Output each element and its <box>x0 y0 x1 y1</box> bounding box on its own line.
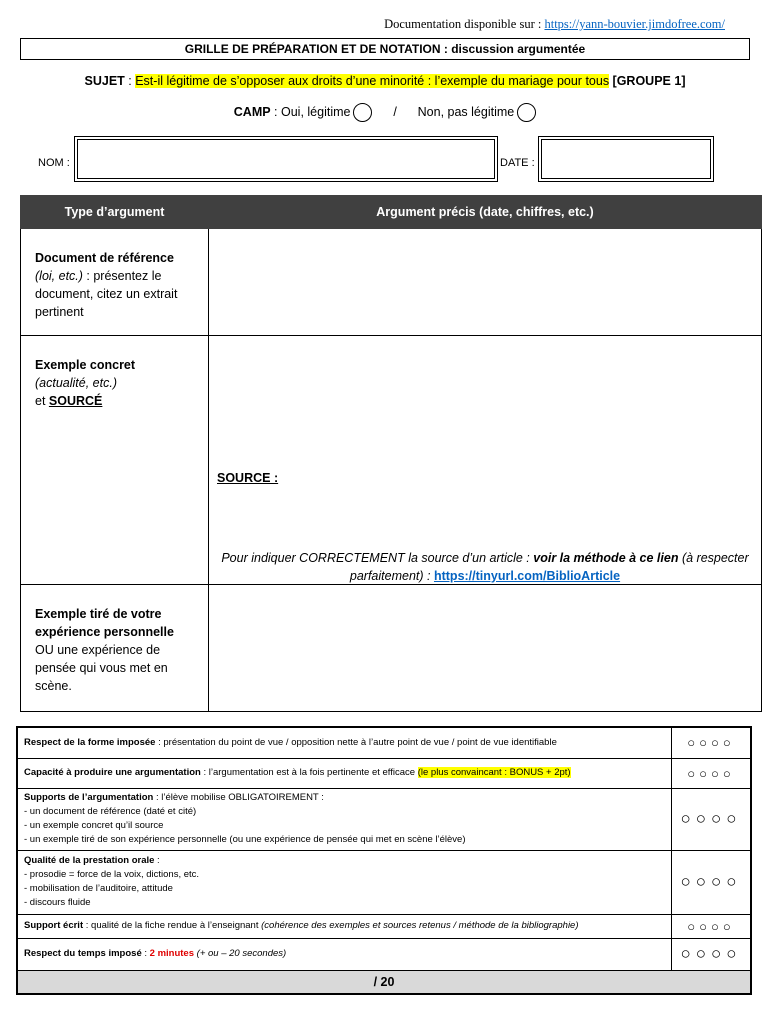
grade-dots[interactable]: ○○○○ <box>672 727 752 758</box>
grade-line: - discours fluide <box>24 897 91 908</box>
grade-dots[interactable]: ○○○○ <box>672 788 752 850</box>
nom-field[interactable] <box>77 139 495 179</box>
grade-line: - prosodie = force de la voix, dictions, etc. <box>24 869 200 880</box>
method-link[interactable]: https://tinyurl.com/BiblioArticle <box>433 569 621 583</box>
table-row-experience <box>21 585 762 712</box>
row-example-input[interactable] <box>209 336 762 585</box>
subject-group: [GROUPE 1] <box>609 74 686 88</box>
row-document-italic: (loi, etc.) <box>35 269 83 283</box>
table-row-document <box>21 229 762 336</box>
grade-text: : l’élève mobilise OBLIGATOIREMENT : <box>153 792 324 803</box>
grade-time: 2 minutes <box>149 948 195 959</box>
subject-sep: : <box>124 74 136 88</box>
row-document-label <box>21 229 209 336</box>
grading-table <box>16 726 752 995</box>
row-document-rest: : présentez le document, citez un extrait pertinent <box>35 269 178 319</box>
row-example-italic: (actualité, etc.) <box>35 376 117 390</box>
grade-line: - un exemple tiré de son expérience personnelle (ou une expérience de pensée qui met en scène l’élève) <box>24 834 466 845</box>
header-argument: Argument précis (date, chiffres, etc.) <box>209 196 762 229</box>
grade-row-oral <box>17 850 751 914</box>
argument-table-header <box>21 196 762 229</box>
grade-criterion <box>17 788 672 850</box>
grade-title: Respect de la forme imposée <box>24 736 156 748</box>
header-type: Type d’argument <box>21 196 209 229</box>
grade-text: : <box>154 855 160 866</box>
grade-italic: (+ ou – 20 secondes) <box>194 948 287 959</box>
row-document-bold: Document de référence <box>35 251 174 265</box>
documentation-link[interactable]: https://yann-bouvier.jimdofree.com/ <box>544 17 725 31</box>
row-experience-bold: Exemple tiré de votre expérience personnelle <box>35 607 174 639</box>
grade-title: Qualité de la prestation orale <box>24 855 155 866</box>
grade-criterion <box>17 850 672 914</box>
camp-label: CAMP <box>233 104 271 119</box>
camp-slash: / <box>393 104 397 119</box>
source-label: SOURCE : <box>217 471 279 485</box>
grade-criterion <box>17 914 672 938</box>
subject-text: Est-il légitime de s’opposer aux droits d’une minorité : l’exemple du mariage pour tous <box>135 74 610 88</box>
grade-dots[interactable]: ○○○○ <box>672 938 752 970</box>
documentation-prefix: Documentation disponible sur : <box>384 17 545 31</box>
date-label: DATE : <box>500 157 535 169</box>
grade-title: Support écrit <box>24 920 84 931</box>
grade-italic: (cohérence des exemples et sources retenus / méthode de la bibliographie) <box>261 920 579 931</box>
subject-line <box>0 74 770 88</box>
grade-title: Respect du temps imposé <box>24 948 142 959</box>
row-experience-rest: OU une expérience de pensée qui vous met en scène. <box>35 643 168 693</box>
method-note <box>209 549 761 585</box>
grade-row-argumentation <box>17 758 751 788</box>
grade-title: Supports de l’argumentation <box>24 792 154 803</box>
page-title: GRILLE DE PRÉPARATION ET DE NOTATION : discussion argumentée <box>20 38 750 60</box>
camp-no-radio[interactable] <box>517 103 536 122</box>
method-bold: voir la méthode à ce lien <box>533 551 679 565</box>
camp-option-yes-label: : Oui, légitime <box>270 104 351 119</box>
row-example-sourced: SOURCÉ <box>48 394 103 408</box>
grade-row-ecrit <box>17 914 751 938</box>
nom-label: NOM : <box>38 157 70 169</box>
grade-title: Capacité à produire une argumentation <box>24 767 201 778</box>
grade-total: / 20 <box>17 970 751 994</box>
date-field[interactable] <box>541 139 711 179</box>
grade-line: - mobilisation de l’auditoire, attitude <box>24 883 173 894</box>
grade-criterion <box>17 758 672 788</box>
grade-dots[interactable]: ○○○○ <box>672 758 752 788</box>
grade-text: : qualité de la fiche rendue à l’enseignant <box>83 920 262 931</box>
argument-table <box>20 195 762 712</box>
row-document-input[interactable] <box>209 229 762 336</box>
grade-total-row <box>17 970 751 994</box>
camp-yes-radio[interactable] <box>353 103 372 122</box>
documentation-line <box>384 17 725 32</box>
row-example-label <box>21 336 209 585</box>
row-experience-label <box>21 585 209 712</box>
row-example-bold: Exemple concret <box>35 358 136 372</box>
grade-criterion <box>17 938 672 970</box>
grade-bonus: (le plus convaincant : BONUS + 2pt) <box>417 767 571 778</box>
row-experience-input[interactable] <box>209 585 762 712</box>
table-row-example <box>21 336 762 585</box>
method-text: Pour indiquer CORRECTEMENT la source d’un article : <box>221 551 534 565</box>
row-example-prefix: et <box>35 394 49 408</box>
grade-text: : <box>141 948 150 959</box>
grade-text: : présentation du point de vue / opposition nette à l’autre point de vue / point de vue identifiable <box>155 736 557 748</box>
method-tail: (à respecter parfaitement) : <box>349 551 749 583</box>
grade-row-temps <box>17 938 751 970</box>
camp-option-no-label: Non, pas légitime <box>417 104 515 119</box>
grade-text: : l’argumentation est à la fois pertinente et efficace <box>200 767 418 778</box>
grade-dots[interactable]: ○○○○ <box>672 914 752 938</box>
subject-label: SUJET <box>84 74 125 88</box>
grade-dots[interactable]: ○○○○ <box>672 850 752 914</box>
grade-line: - un document de référence (daté et cité) <box>24 806 197 817</box>
grade-criterion <box>17 727 672 758</box>
grade-row-forme <box>17 727 751 758</box>
grade-row-supports <box>17 788 751 850</box>
camp-line <box>0 103 770 122</box>
grade-line: - un exemple concret qu’il source <box>24 820 164 831</box>
